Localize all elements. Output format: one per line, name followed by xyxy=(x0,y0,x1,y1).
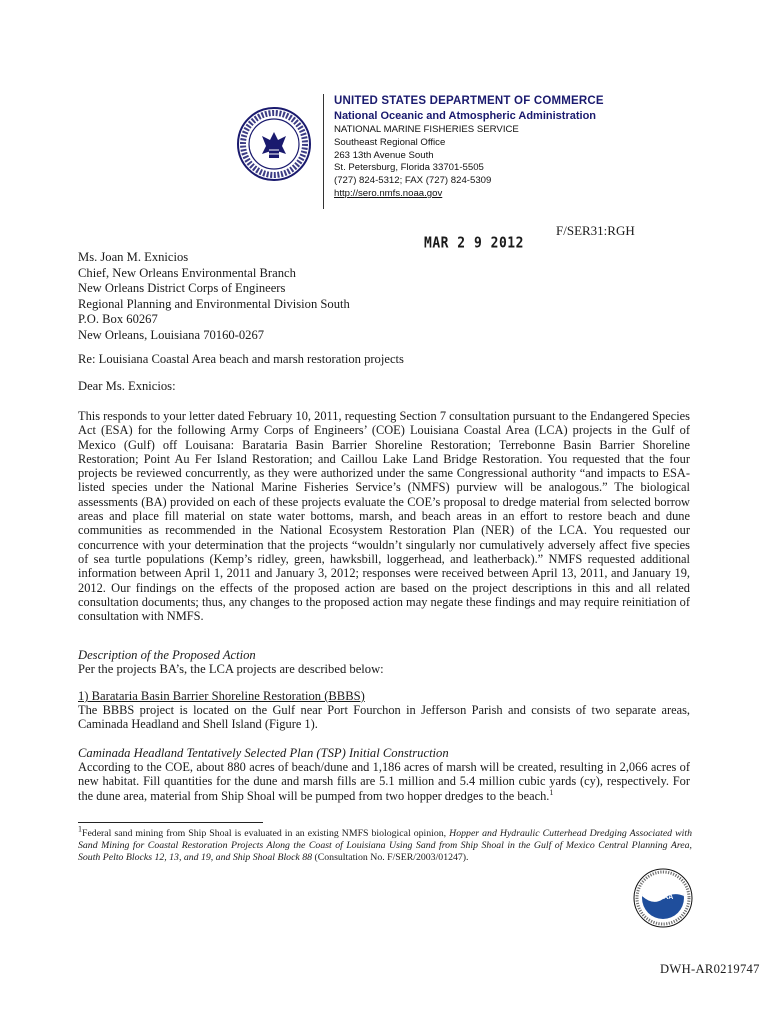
letterhead-street: 263 13th Avenue South xyxy=(334,149,434,161)
caminada-heading: Caminada Headland Tentatively Selected Plan (TSP) Initial Construction xyxy=(78,746,449,760)
letterhead-office: Southeast Regional Office xyxy=(334,136,446,148)
reference-code: F/SER31:RGH xyxy=(556,223,635,238)
addressee-block xyxy=(78,250,350,344)
bates-number: DWH-AR0219747 xyxy=(660,962,760,976)
noaa-logo-icon xyxy=(633,868,693,928)
footnote-marker: 1 xyxy=(549,787,554,797)
addressee-line: Chief, New Orleans Environmental Branch xyxy=(78,265,296,280)
letterhead-city: St. Petersburg, Florida 33701-5505 xyxy=(334,162,484,174)
letterhead xyxy=(334,94,604,201)
letterhead-administration: National Oceanic and Atmospheric Administration xyxy=(334,110,597,122)
noaa-logo-text: NOAA xyxy=(652,894,674,901)
footnote xyxy=(78,824,692,863)
subject-line: Re: Louisiana Coastal Area beach and marsh restoration projects xyxy=(78,352,404,366)
addressee-line: New Orleans District Corps of Engineers xyxy=(78,281,286,296)
footnote-title: Hopper and Hydraulic Cutterhead Dredging Associated with Sand Mining for Coastal Restoration Projects Along the Coast of Louisiana Using Sand from Ship Shoal in the Gulf of Mexico Central Planning Area, South Pelto Blocks 12, 13, and 19, and Ship Shoal Block 88 xyxy=(78,828,692,863)
section-intro: Per the projects BA’s, the LCA projects are described below: xyxy=(78,662,384,676)
letterhead-url-link[interactable]: http://sero.nmfs.noaa.gov xyxy=(334,187,443,199)
addressee-line: P.O. Box 60267 xyxy=(78,312,158,327)
footnote-text-a: Federal sand mining from Ship Shoal is evaluated in an existing NMFS biological opinion, xyxy=(82,828,447,839)
date-stamp: MAR 2 9 2012 xyxy=(424,234,524,253)
footnote-number: 1 xyxy=(78,824,82,834)
letterhead-divider xyxy=(323,94,324,209)
letterhead-service: NATIONAL MARINE FISHERIES SERVICE xyxy=(334,124,519,135)
addressee-line: Ms. Joan M. Exnicios xyxy=(78,250,189,264)
bbbs-paragraph: The BBBS project is located on the Gulf near Port Fourchon in Jefferson Parish and consists of two separate areas, Caminada Headland and Shell Island (Figure 1). xyxy=(78,703,690,732)
intro-paragraph: This responds to your letter dated February 10, 2011, requesting Section 7 consultation pursuant to the Endangered Species Act (ESA) for the following Army Corps of Engineers’ (COE) Louisiana Coastal Area (LCA) projects in the Gulf of Mexico (Gulf) off Louisana: Barataria Basin Barrier Shoreline Restoration; Terrebonne Basin Barrier Shoreline Restoration; Point Au Fer Island Restoration; and Caillou Lake Land Bridge Restoration. You requested that the four projects be reviewed concurrently, as they were authorized under the same Congressional authority “and impacts to ESA-listed species under the National Marine Fisheries Service’s (NMFS) purview will be analogous.” The biological assessments (BA) provided on each of these projects evaluate the COE’s proposal to dredge material from selected borrow areas and place fill material on state water bottoms, marsh, and beach areas in an effort to restore beach and dune communities as recommended in the National Ecosystem Restoration Plan (NER) of the LCA. You requested our concurrence with your determination that the projects “wouldn’t singularly nor cumulatively adversely affect five species of sea turtle populations (Kemp’s ridley, green, hawksbill, loggerhead, and leatherback).” NMFS requested additional information between April 1, 2011 and January 3, 2012; responses were received between April 13, 2011, and January 19, 2012. Our findings on the effects of the proposed action are based on the project descriptions in this and all related consultation documents; thus, any changes to the proposed action may negate these findings and may require reinitiation of consultation with NMFS. xyxy=(78,409,690,624)
salutation: Dear Ms. Exnicios: xyxy=(78,379,176,393)
bbbs-heading: 1) Barataria Basin Barrier Shoreline Restoration (BBBS) xyxy=(78,689,365,703)
addressee-line: Regional Planning and Environmental Division South xyxy=(78,296,350,311)
caminada-paragraph-text: According to the COE, about 880 acres of beach/dune and 1,186 acres of marsh will be created, resulting in 2,066 acres of new habitat. Fill quantities for the dune and marsh fills are 5.1 million and 5.4 million cubic yards (cy), respectively. For the dune area, material from Ship Shoal will be pumped from two hopper dredges to the beach. xyxy=(78,760,690,803)
letterhead-department: UNITED STATES DEPARTMENT OF COMMERCE xyxy=(334,95,604,107)
letterhead-phone: (727) 824-5312; FAX (727) 824-5309 xyxy=(334,175,492,187)
footnote-text-b: (Consultation No. F/SER/2003/01247). xyxy=(314,851,469,863)
addressee-line: New Orleans, Louisiana 70160-0267 xyxy=(78,327,265,342)
caminada-paragraph xyxy=(78,760,690,808)
footnote-divider xyxy=(78,822,263,823)
section-heading: Description of the Proposed Action xyxy=(78,648,256,662)
department-of-commerce-seal-icon xyxy=(236,106,312,182)
